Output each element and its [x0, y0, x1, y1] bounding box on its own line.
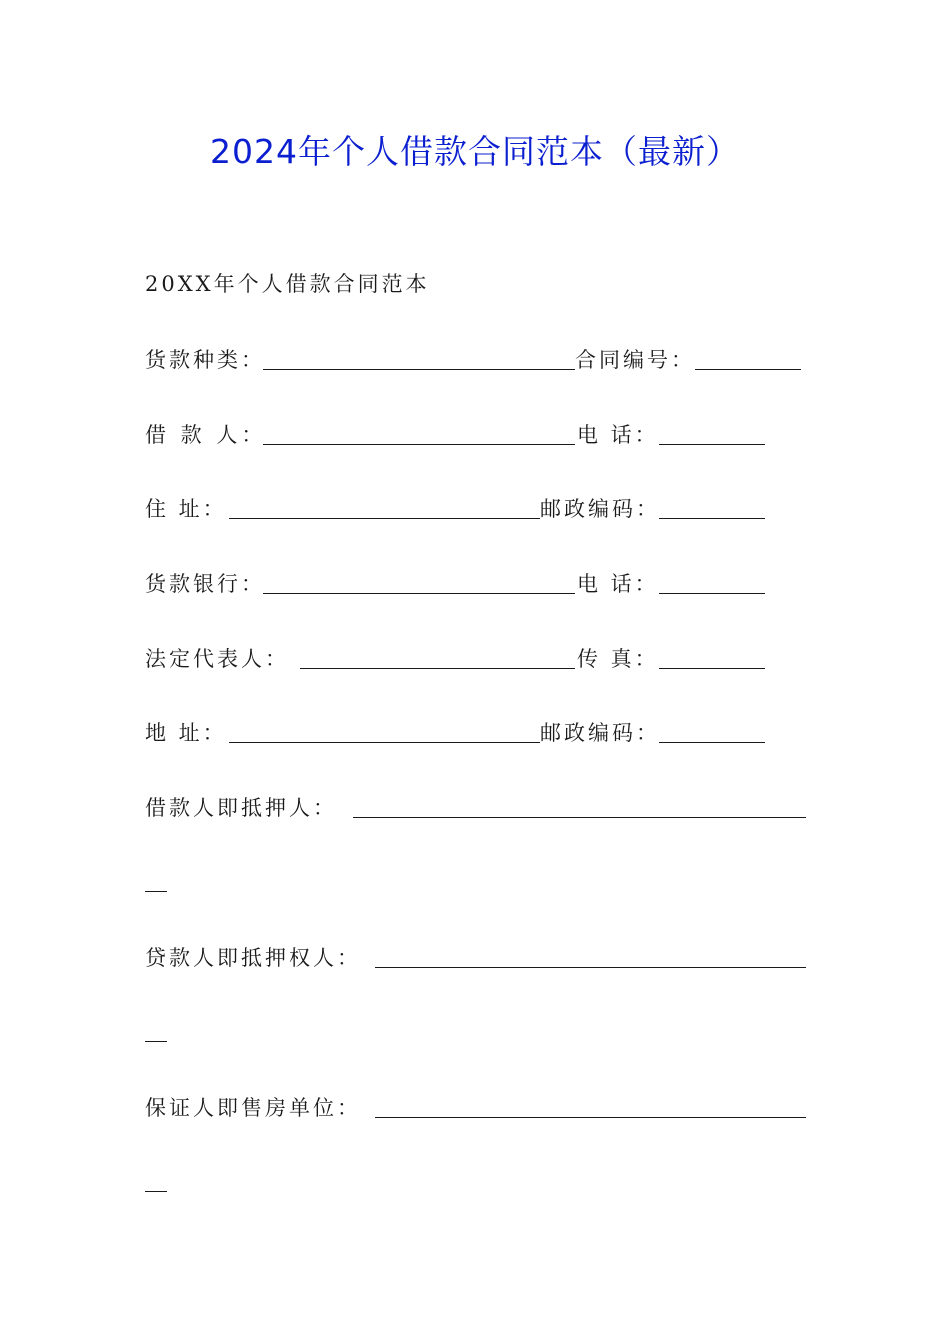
postcode-2-label: 邮政编码： [540, 721, 660, 745]
row-address [145, 715, 775, 751]
phone-2-blank[interactable] [659, 593, 765, 594]
mortgagee-blank[interactable] [375, 967, 806, 968]
contract-no-label: 合同编号： [575, 348, 695, 372]
phone-2-label: 电 话： [577, 572, 659, 596]
borrower-blank[interactable] [263, 444, 575, 445]
guarantor-blank-continued[interactable] [145, 1191, 167, 1192]
row-residence [145, 491, 775, 527]
address-blank[interactable] [229, 742, 540, 743]
mortgagor-blank[interactable] [353, 817, 806, 818]
borrower-label: 借 款 人： [145, 423, 267, 447]
postcode-2-blank[interactable] [659, 742, 765, 743]
mortgagee-blank-continued[interactable] [145, 1041, 167, 1042]
subtitle-text: 20XX年个人借款合同范本 [145, 272, 430, 296]
row-mortgagee [145, 940, 810, 976]
postcode-1-blank[interactable] [659, 518, 765, 519]
row-legal-rep [145, 641, 775, 677]
residence-label: 住 址： [145, 497, 227, 521]
mortgagor-blank-continued[interactable] [145, 891, 167, 892]
row-mortgagor [145, 790, 810, 826]
phone-1-blank[interactable] [659, 444, 765, 445]
address-label: 地 址： [145, 721, 227, 745]
fax-blank[interactable] [659, 668, 765, 669]
row-guarantor [145, 1090, 810, 1126]
postcode-1-label: 邮政编码： [540, 497, 660, 521]
mortgagee-label: 贷款人即抵押权人： [145, 946, 361, 970]
loan-type-blank[interactable] [263, 369, 575, 370]
legal-rep-blank[interactable] [300, 668, 575, 669]
legal-rep-label: 法定代表人： [145, 647, 289, 671]
row-borrower [145, 417, 775, 453]
guarantor-label: 保证人即售房单位： [145, 1096, 361, 1120]
mortgagor-label: 借款人即抵押人： [145, 796, 337, 820]
loan-type-label: 货款种类： [145, 348, 265, 372]
row-loan-bank [145, 566, 775, 602]
row-loan-type [145, 342, 815, 378]
phone-1-label: 电 话： [577, 423, 659, 447]
contract-no-blank[interactable] [695, 369, 801, 370]
fax-label: 传 真： [577, 647, 659, 671]
guarantor-blank[interactable] [375, 1117, 806, 1118]
loan-bank-blank[interactable] [263, 593, 575, 594]
document-title: 2024年个人借款合同范本（最新） [210, 132, 740, 171]
residence-blank[interactable] [229, 518, 540, 519]
loan-bank-label: 货款银行： [145, 572, 265, 596]
